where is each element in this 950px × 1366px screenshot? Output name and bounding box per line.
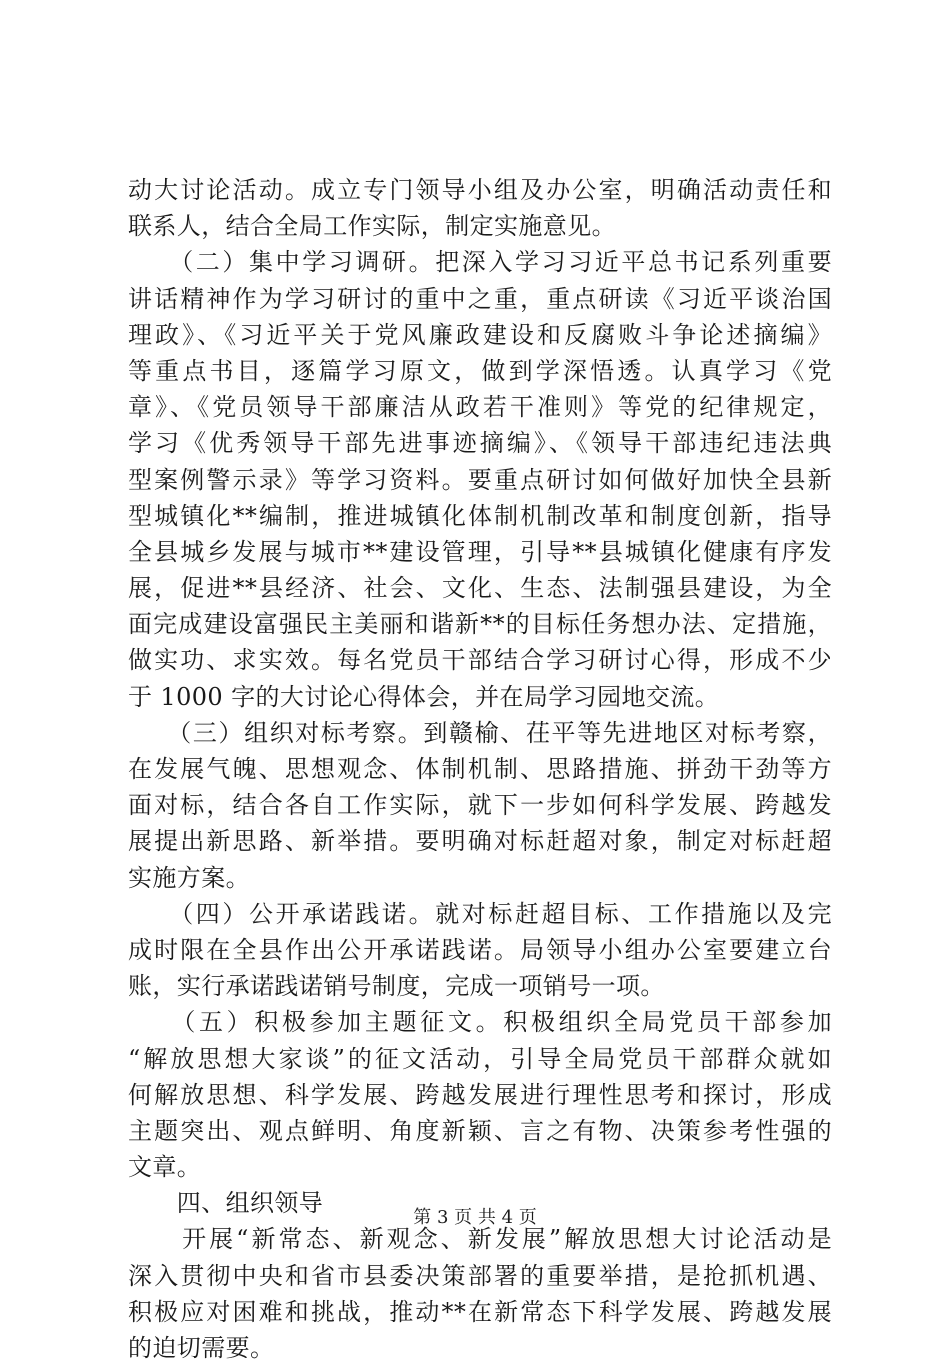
text-line: 何解放思想、科学发展、跨越发展进行理性思考和探讨，形成 (128, 1080, 832, 1109)
text-line: 实施方案。 (128, 863, 250, 892)
text-line: 全县城乡发展与城市**建设管理，引导**县城镇化健康有序发 (128, 537, 832, 566)
page-number-footer: 第 3 页 共 4 页 (413, 1207, 537, 1228)
text-line: 在发展气魄、思想观念、体制机制、思路措施、拼劲干劲等方 (128, 755, 832, 783)
text-line: 主题突出、观点鲜明、角度新颖、言之有物、决策参考性强的 (128, 1116, 832, 1145)
text-line: 展，促进**县经济、社会、文化、生态、法制强县建设，为全 (128, 574, 832, 603)
text-line: 开展“新常态、新观念、新发展”解放思想大讨论活动是 (128, 1225, 832, 1254)
text-line: 的迫切需要。 (128, 1334, 275, 1362)
text-line: 学习《优秀领导干部先进事迹摘编》、《领导干部违纪违法典 (128, 429, 832, 458)
text-line: （三）组织对标考察。到赣榆、茌平等先进地区对标考察， (128, 718, 832, 747)
text-line: 账，实行承诺践诺销号制度，完成一项销号一项。 (128, 972, 665, 1001)
section-heading: 四、组织领导 (128, 1189, 324, 1218)
document-body (128, 172, 832, 1366)
text-line: 深入贯彻中央和省市县委决策部署的重要举措，是抢抓机遇、 (128, 1261, 832, 1290)
text-line: 型城镇化**编制，推进城镇化体制机制改革和制度创新，指导 (128, 501, 832, 530)
text-line: 等重点书目，逐篇学习原文，做到学深悟透。认真学习《党 (128, 356, 832, 385)
text-line: 动大讨论活动。成立专门领导小组及办公室，明确活动责任和 (128, 176, 832, 204)
text-line: （五）积极参加主题征文。积极组织全局党员干部参加 (128, 1008, 832, 1037)
text-line: （二）集中学习调研。把深入学习习近平总书记系列重要 (128, 248, 832, 277)
text-line: 面对标，结合各自工作实际，就下一步如何科学发展、跨越发 (128, 791, 832, 820)
text-line: 章》、《党员领导干部廉洁从政若干准则》等党的纪律规定， (128, 393, 832, 422)
text-line: 讲话精神作为学习研讨的重中之重，重点研读《习近平谈治国 (128, 284, 832, 313)
text-line: 文章。 (128, 1153, 202, 1182)
text-line: 型案例警示录》等学习资料。要重点研讨如何做好加快全县新 (128, 465, 832, 494)
text-line: “解放思想大家谈”的征文活动，引导全局党员干部群众就如 (128, 1044, 832, 1073)
text-line: 联系人，结合全局工作实际，制定实施意见。 (128, 212, 616, 241)
text-line: （四）公开承诺践诺。就对标赶超目标、工作措施以及完 (128, 899, 832, 928)
text-line: 成时限在全县作出公开承诺践诺。局领导小组办公室要建立台 (128, 935, 832, 964)
text-line: 面完成建设富强民主美丽和谐新**的目标任务想办法、定措施， (128, 610, 832, 639)
text-line: 于 1000 字的大讨论心得体会，并在局学习园地交流。 (128, 682, 720, 711)
text-line: 理政》、《习近平关于党风廉政建设和反腐败斗争论述摘编》 (128, 320, 832, 349)
text-line: 积极应对困难和挑战，推动**在新常态下科学发展、跨越发展 (128, 1297, 832, 1326)
text-line: 做实功、求实效。每名党员干部结合学习研讨心得，形成不少 (128, 646, 832, 675)
text-line: 展提出新思路、新举措。要明确对标赶超对象，制定对标赶超 (128, 827, 832, 856)
